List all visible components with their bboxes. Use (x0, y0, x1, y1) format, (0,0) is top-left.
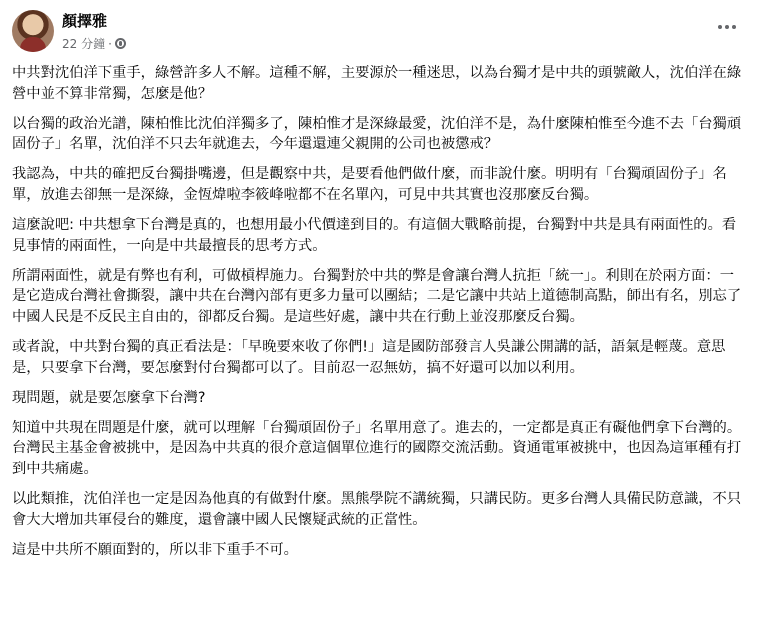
more-options-icon (732, 25, 736, 29)
post-paragraph: 這是中共所不願面對的，所以非下重手不可。 (12, 541, 298, 558)
post-paragraph: 以此類推，沈伯洋也一定是因為他真的有做對什麼。黑熊學院不講統獨，只講民防。更多台灣人具備民防意識，不只會大大增加共軍侵台的難度，還會讓中國人民懷疑武統的正當性。 (12, 491, 742, 528)
meta-separator: · (108, 36, 112, 51)
post-paragraph: 中共對沈伯洋下重手，綠營許多人不解。這種不解，主要源於一種迷思，以為台獨才是中共的頭號敵人，沈伯洋在綠營中並不算非常獨，怎麼是他？ (12, 65, 742, 102)
more-options-icon (725, 25, 729, 29)
post-time[interactable]: 22 分鐘 (62, 37, 106, 51)
post-paragraph: 或者說，中共對台獨的真正看法是：「早晚要來收了你們!」這是國防部發言人吳謙公開講的話，語氣是輕蔑。意思是，只要拿下台灣，要怎麼對付台獨都可以了。目前忍一忍無妨，搞不好還可以加以利用。 (12, 339, 726, 376)
post-header (12, 8, 746, 56)
globe-icon[interactable] (115, 38, 126, 49)
author-name[interactable]: 顏擇雅 (62, 12, 108, 30)
post-paragraph: 所謂兩面性，就是有弊也有利，可做槓桿施力。台獨對於中共的弊是會讓台灣人抗拒「統一」。利則在於兩方面：一是它造成台灣社會撕裂，讓中共在台灣內部有更多力量可以團結；二是它讓中共站上道德制高點，師出有名，別忘了中國人民是不反民主自由的，卻都反台獨。是這些好處，讓中共在行動上並沒那麼反台獨。 (12, 267, 742, 325)
post-meta (62, 35, 126, 52)
post-paragraph: 這麼說吧: 中共想拿下台灣是真的，也想用最小代價達到目的。有這個大戰略前提，台獨對中共是具有兩面性的。看見事情的兩面性，一向是中共最擅長的思考方式。 (12, 217, 737, 254)
avatar[interactable] (12, 10, 54, 52)
post-paragraph: 以台獨的政治光譜，陳柏惟比沈伯洋獨多了，陳柏惟才是深綠最愛，沈伯洋不是，為什麼陳柏惟至今進不去「台獨頑固份子」名單，沈伯洋不只去年就進去，今年還還連父親開的公司也被懲戒？ (12, 115, 742, 153)
post-paragraph: 知道中共現在問題是什麼，就可以理解「台獨頑固份子」名單用意了。進去的，一定都是真正有礙他們拿下台灣的。台灣民主基金會被挑中，是因為中共真的很介意這個單位進行的國際交流活動。資通電軍被挑中，也因為這軍種有打到中共痛處。 (12, 419, 742, 477)
post-body (12, 63, 748, 570)
post-paragraph: 現問題，就是要怎麼拿下台灣? (12, 389, 206, 406)
more-options-button[interactable] (710, 16, 744, 38)
more-options-icon (718, 25, 722, 29)
post-paragraph: 我認為，中共的確把反台獨掛嘴邊，但是觀察中共，是要看他們做什麼，而非說什麼。明明有「台獨頑固份子」名單，放進去卻無一是深綠，金恆煒啦李筱峰啦都不在名單內，可見中共其實也沒那麼反台獨。 (12, 166, 727, 203)
